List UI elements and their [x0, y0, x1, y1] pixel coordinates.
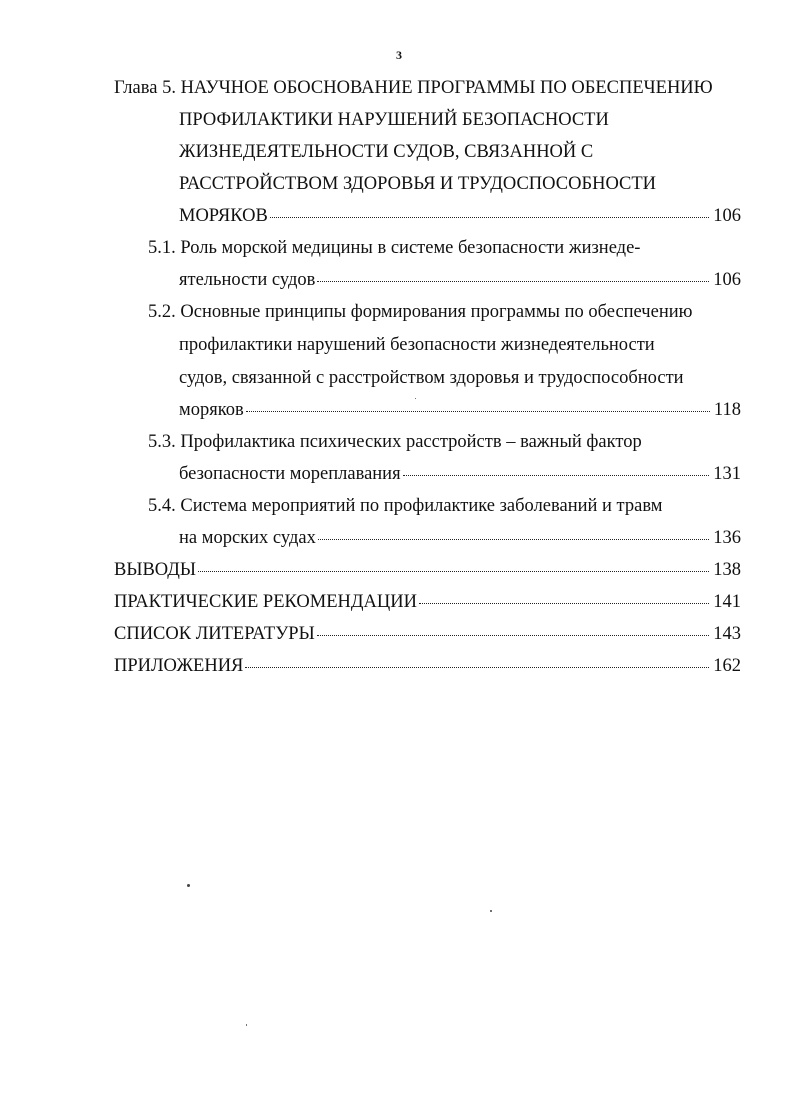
toc-5-2-line1: 5.2. Основные принципы формирования программы по обеспечению — [148, 302, 693, 322]
scan-speck — [187, 884, 190, 887]
toc-5-3-line2: безопасности мореплавания — [179, 464, 401, 484]
toc-5-1-entry[interactable] — [179, 268, 741, 292]
dot-leader — [419, 589, 709, 604]
toc-5-1-line1: 5.1. Роль морской медицины в системе безопасности жизнеде- — [148, 238, 641, 258]
toc-chapter5-line1: Глава 5. НАУЧНОЕ ОБОСНОВАНИЕ ПРОГРАММЫ ПО ОБЕСПЕЧЕНИЮ — [114, 78, 713, 98]
toc-5-2-line3: судов, связанной с расстройством здоровья и трудоспособности — [179, 368, 684, 388]
toc-conclusions-entry[interactable] — [114, 558, 741, 582]
toc-5-1-page: 106 — [713, 270, 741, 290]
toc-literature-entry[interactable] — [114, 622, 741, 646]
toc-recommendations-label: ПРАКТИЧЕСКИЕ РЕКОМЕНДАЦИИ — [114, 592, 417, 612]
dot-leader — [246, 397, 710, 412]
scan-speck — [415, 398, 416, 399]
toc-5-2-page: 118 — [713, 400, 741, 420]
toc-5-3-page: 131 — [713, 464, 741, 484]
dot-leader — [317, 267, 709, 282]
toc-5-1-line2: ятельности судов — [179, 270, 316, 290]
toc-chapter5-line3: ЖИЗНЕДЕЯТЕЛЬНОСТИ СУДОВ, СВЯЗАННОЙ С — [179, 142, 594, 162]
toc-5-4-line2: на морских судах — [179, 528, 316, 548]
toc-5-4-line1: 5.4. Система мероприятий по профилактике заболеваний и травм — [148, 496, 663, 516]
scan-speck — [246, 1024, 247, 1026]
toc-5-2-entry[interactable] — [179, 398, 741, 422]
toc-5-4-entry[interactable] — [179, 526, 741, 550]
toc-literature-label: СПИСОК ЛИТЕРАТУРЫ — [114, 624, 315, 644]
dot-leader — [318, 525, 709, 540]
toc-5-2-line4: моряков — [179, 400, 244, 420]
toc-5-3-line1: 5.3. Профилактика психических расстройств – важный фактор — [148, 432, 642, 452]
toc-recommendations-entry[interactable] — [114, 590, 741, 614]
toc-appendices-entry[interactable] — [114, 654, 741, 678]
toc-chapter5-line4: РАССТРОЙСТВОМ ЗДОРОВЬЯ И ТРУДОСПОСОБНОСТИ — [179, 174, 657, 194]
dot-leader — [403, 461, 710, 476]
toc-5-2-line2: профилактики нарушений безопасности жизнедеятельности — [179, 335, 655, 355]
toc-appendices-page: 162 — [713, 656, 741, 676]
toc-5-4-page: 136 — [713, 528, 741, 548]
toc-appendices-label: ПРИЛОЖЕНИЯ — [114, 656, 244, 676]
toc-recommendations-page: 141 — [713, 592, 741, 612]
dot-leader — [245, 653, 709, 668]
dot-leader — [198, 557, 709, 572]
toc-chapter5-page: 106 — [713, 206, 741, 226]
toc-chapter5-line2: ПРОФИЛАКТИКИ НАРУШЕНИЙ БЕЗОПАСНОСТИ — [179, 110, 609, 130]
toc-conclusions-label: ВЫВОДЫ — [114, 560, 197, 580]
toc-chapter5-entry[interactable] — [179, 204, 741, 228]
toc-literature-page: 143 — [713, 624, 741, 644]
toc-chapter5-line5: МОРЯКОВ — [179, 206, 268, 226]
toc-conclusions-page: 138 — [713, 560, 741, 580]
page-number: 3 — [396, 48, 402, 62]
scan-speck — [490, 910, 492, 912]
toc-5-3-entry[interactable] — [179, 462, 741, 486]
dot-leader — [317, 621, 710, 636]
dot-leader — [270, 203, 709, 218]
